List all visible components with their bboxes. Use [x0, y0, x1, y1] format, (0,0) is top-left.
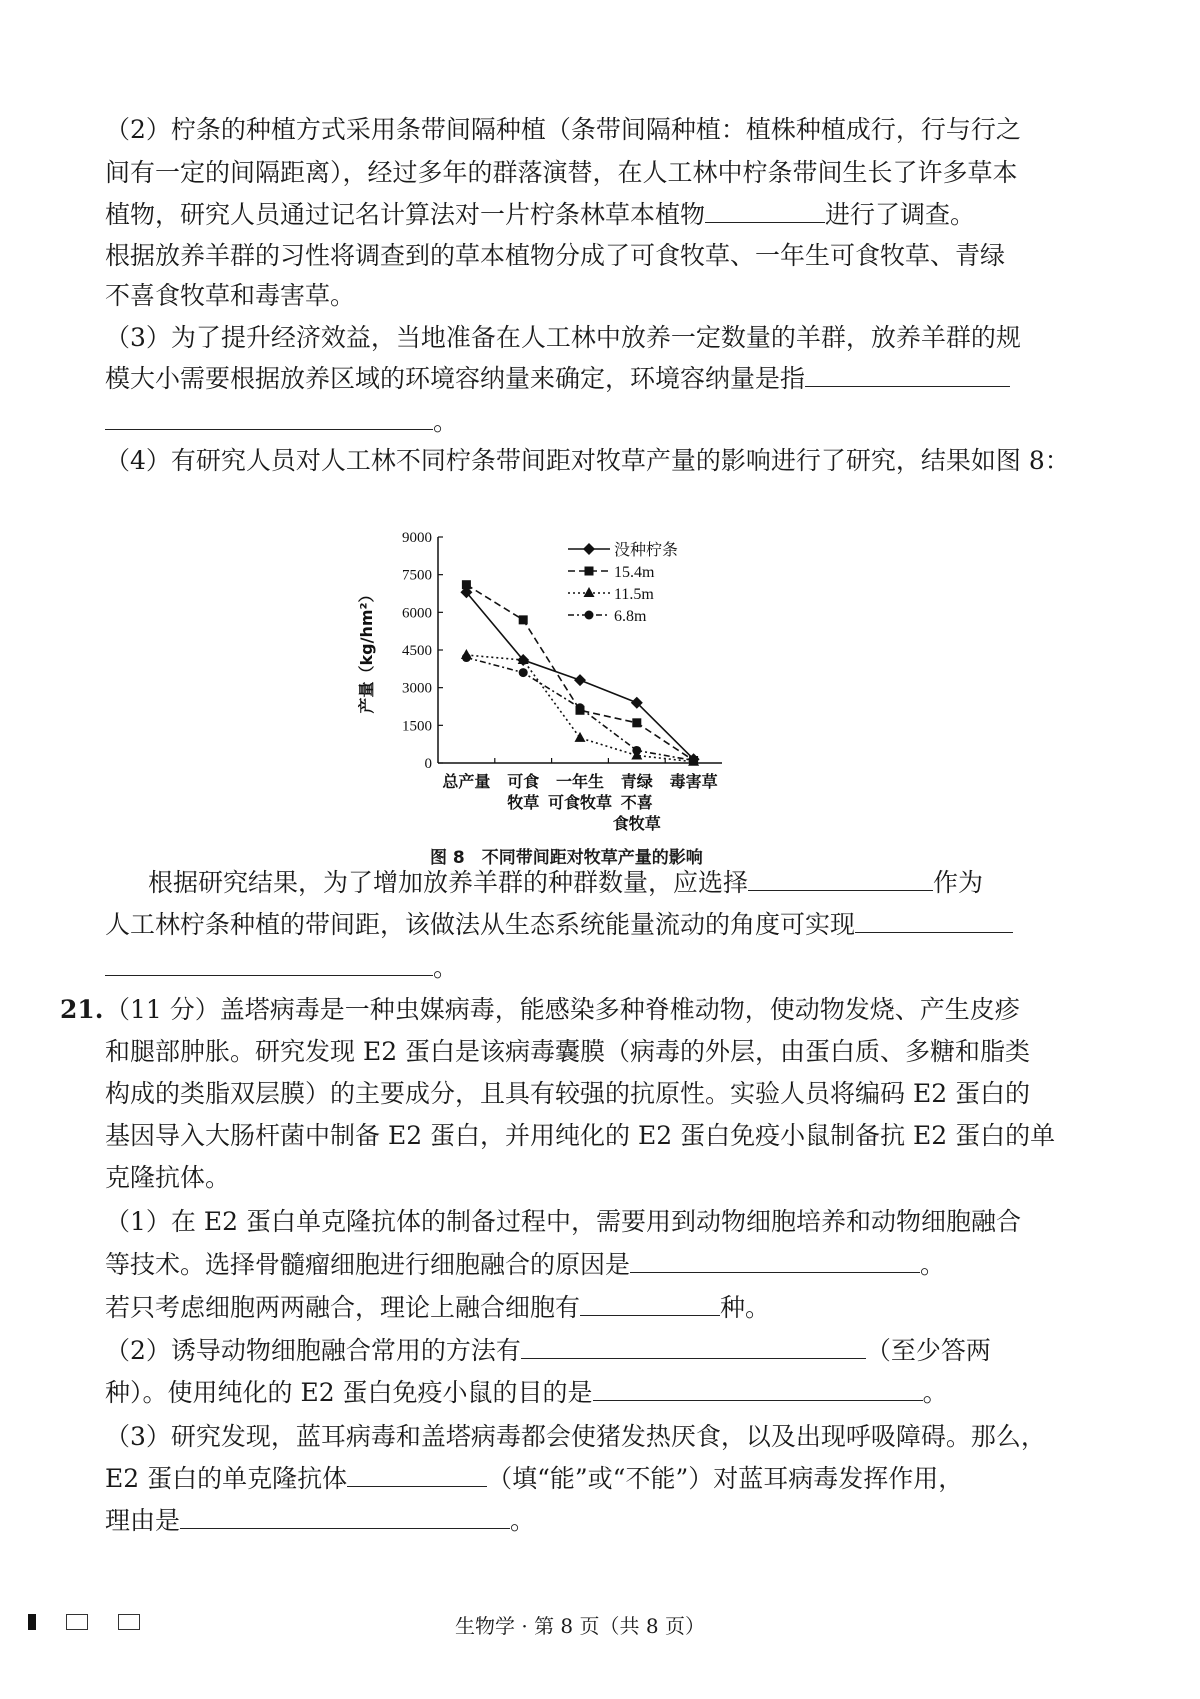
q20-part4-conclusion-line2 — [105, 907, 1013, 943]
q20-part2-line3-text: 植物，研究人员通过记名计算法对一片柠条林草本植物 — [105, 200, 706, 229]
legend-marker-2 — [585, 567, 594, 576]
q21-sub2-line1-tail: （至少答两 — [865, 1336, 991, 1365]
data-point-series-3 — [575, 732, 586, 742]
answer-blank-energy-1[interactable] — [855, 908, 1013, 933]
figure-8-line-chart — [350, 525, 770, 845]
data-point-series-4 — [689, 756, 698, 765]
answer-blank-spacing[interactable] — [748, 866, 933, 891]
data-point-series-4 — [576, 703, 585, 712]
x-tick-label: 食牧草 — [612, 814, 661, 833]
legend-marker-4 — [585, 611, 594, 620]
answer-blank-energy-2[interactable] — [105, 951, 433, 976]
q21-sub3-line2 — [105, 1461, 963, 1497]
q21-line2: 和腿部肿胀。研究发现 E2 蛋白是该病毒囊膜（病毒的外层，由蛋白质、多糖和脂类 — [105, 1037, 1031, 1066]
q20-part2-line4: 根据放养羊群的习性将调查到的草本植物分成了可食牧草、一年生可食牧草、青绿 — [105, 241, 1006, 270]
q21-sub2-line2-tail: 。 — [922, 1378, 948, 1407]
data-point-series-1 — [574, 674, 586, 686]
legend-label-1: 没种柠条 — [614, 542, 679, 559]
x-tick-label: 毒害草 — [669, 772, 718, 791]
answer-blank-survey[interactable] — [705, 198, 825, 223]
x-tick-label: 青绿 — [620, 772, 653, 791]
y-tick-label: 4500 — [402, 643, 432, 659]
data-point-series-4 — [462, 653, 471, 662]
y-tick-label: 3000 — [402, 680, 432, 697]
q20-conclusion-line3-tail: 。 — [433, 953, 459, 982]
q21-sub2-line2-text: 种）。使用纯化的 E2 蛋白免疫小鼠的目的是 — [105, 1378, 593, 1407]
y-tick-label: 0 — [424, 756, 432, 772]
figure-caption: 图 8 不同带间距对牧草产量的影响 — [430, 848, 703, 868]
x-tick-label: 牧草 — [507, 793, 540, 812]
answer-blank-myeloma-reason[interactable] — [630, 1248, 920, 1273]
q20-part4-conclusion-line1 — [148, 865, 983, 901]
y-axis-label: 产量（kg/hm²） — [357, 586, 376, 714]
x-tick-label: 可食牧草 — [547, 793, 613, 812]
x-tick-label: 可食 — [507, 772, 540, 791]
q21-sub3-line3 — [105, 1503, 535, 1539]
q20-conclusion-text: 根据研究结果，为了增加放养羊群的种群数量，应选择 — [148, 868, 749, 897]
x-tick-label: 一年生 — [555, 772, 605, 791]
legend-label-4: 6.8m — [614, 608, 647, 625]
x-tick-label: 不喜 — [620, 793, 653, 812]
q20-part3-line3 — [105, 404, 458, 440]
q21-sub2-line2 — [105, 1375, 948, 1411]
y-tick-label: 9000 — [402, 530, 432, 546]
y-tick-label: 7500 — [402, 567, 432, 584]
q21-sub2-line1-text: （2）诱导动物细胞融合常用的方法有 — [105, 1336, 521, 1365]
answer-blank-reason[interactable] — [180, 1504, 510, 1529]
footer-box-2 — [118, 1614, 140, 1630]
q20-part4-conclusion-line3 — [105, 950, 458, 986]
q20-part2-line2: 间有一定的间隔距离），经过多年的群落演替，在人工林中柠条带间生长了许多草本 — [105, 158, 1018, 187]
q21-sub1-line1: （1）在 E2 蛋白单克隆抗体的制备过程中，需要用到动物细胞培养和动物细胞融合 — [105, 1207, 1021, 1236]
q21-sub2-line1 — [105, 1333, 991, 1369]
page-footer: 生物学 · 第 8 页（共 8 页） — [455, 1614, 705, 1638]
q21-sub3-line3-text: 理由是 — [105, 1506, 181, 1535]
q21-sub3-line2-tail: （填“能”或“不能”）对蓝耳病毒发挥作用， — [487, 1464, 964, 1493]
q20-part2-line3-tail: 进行了调查。 — [825, 200, 976, 229]
q20-part2-line5: 不喜食牧草和毒害草。 — [105, 281, 356, 310]
q20-conclusion-tail: 作为 — [933, 868, 984, 897]
q21-sub1-line3-tail: 种。 — [720, 1293, 771, 1322]
q21-sub1-line3-text: 若只考虑细胞两两融合，理论上融合细胞有 — [105, 1293, 581, 1322]
scan-mark — [28, 1614, 36, 1630]
q21-sub1-line2-text: 等技术。选择骨髓瘤细胞进行细胞融合的原因是 — [105, 1250, 631, 1279]
q21-line4: 基因导入大肠杆菌中制备 E2 蛋白，并用纯化的 E2 蛋白免疫小鼠制备抗 E2 蛋白的单 — [105, 1121, 1056, 1150]
data-point-series-2 — [462, 580, 471, 589]
q20-part2-line3 — [105, 197, 975, 233]
q20-part3-line1: （3）为了提升经济效益，当地准备在人工林中放养一定数量的羊群，放养羊群的规 — [105, 323, 1021, 352]
question-21-number: 21. — [60, 995, 104, 1024]
answer-blank-capacity-1[interactable] — [805, 362, 1010, 387]
q20-part2-line1: （2）柠条的种植方式采用条带间隔种植（条带间隔种植：植株种植成行，行与行之 — [105, 115, 1021, 144]
y-tick-label: 6000 — [402, 605, 432, 622]
q21-sub3-line2-text: E2 蛋白的单克隆抗体 — [105, 1464, 348, 1493]
q21-line1: （11 分）盖塔病毒是一种虫媒病毒，能感染多种脊椎动物，使动物发烧、产生皮疹 — [105, 995, 1020, 1024]
q20-part3-line2-text: 模大小需要根据放养区域的环境容纳量来确定，环境容纳量是指 — [105, 364, 806, 393]
q20-part4-line1: （4）有研究人员对人工林不同柠条带间距对牧草产量的影响进行了研究，结果如图 8： — [105, 446, 1070, 475]
answer-blank-can-or-cannot[interactable] — [347, 1462, 487, 1487]
q21-sub1-line2 — [105, 1247, 945, 1283]
legend-label-3: 11.5m — [614, 586, 654, 603]
q21-sub1-line3 — [105, 1290, 770, 1326]
q21-line3: 构成的类脂双层膜）的主要成分，且具有较强的抗原性。实验人员将编码 E2 蛋白的 — [105, 1079, 1031, 1108]
answer-blank-immunize-purpose[interactable] — [593, 1376, 923, 1401]
legend-marker-3 — [584, 587, 595, 597]
footer-box-1 — [66, 1614, 88, 1630]
data-point-series-4 — [519, 668, 528, 677]
legend-marker-1 — [583, 543, 595, 555]
q20-part3-line2 — [105, 361, 1010, 397]
data-point-series-4 — [632, 746, 641, 755]
q20-conclusion-line2-text: 人工林柠条种植的带间距，该做法从生态系统能量流动的角度可实现 — [105, 910, 856, 939]
y-tick-label: 1500 — [402, 718, 432, 735]
data-point-series-2 — [632, 718, 641, 727]
q21-line5: 克隆抗体。 — [105, 1163, 231, 1192]
answer-blank-fusion-methods[interactable] — [521, 1334, 866, 1359]
answer-blank-capacity-2[interactable] — [105, 405, 433, 430]
x-tick-label: 总产量 — [442, 772, 491, 791]
data-point-series-2 — [519, 615, 528, 624]
q21-sub3-line3-tail: 。 — [510, 1506, 536, 1535]
q21-sub3-line1: （3）研究发现，蓝耳病毒和盖塔病毒都会使猪发热厌食，以及出现呼吸障碍。那么， — [105, 1422, 1046, 1451]
q21-sub1-line2-tail: 。 — [920, 1250, 946, 1279]
legend-label-2: 15.4m — [614, 564, 655, 581]
answer-blank-fusion-types[interactable] — [580, 1291, 720, 1316]
q20-part3-line3-tail: 。 — [433, 407, 459, 436]
